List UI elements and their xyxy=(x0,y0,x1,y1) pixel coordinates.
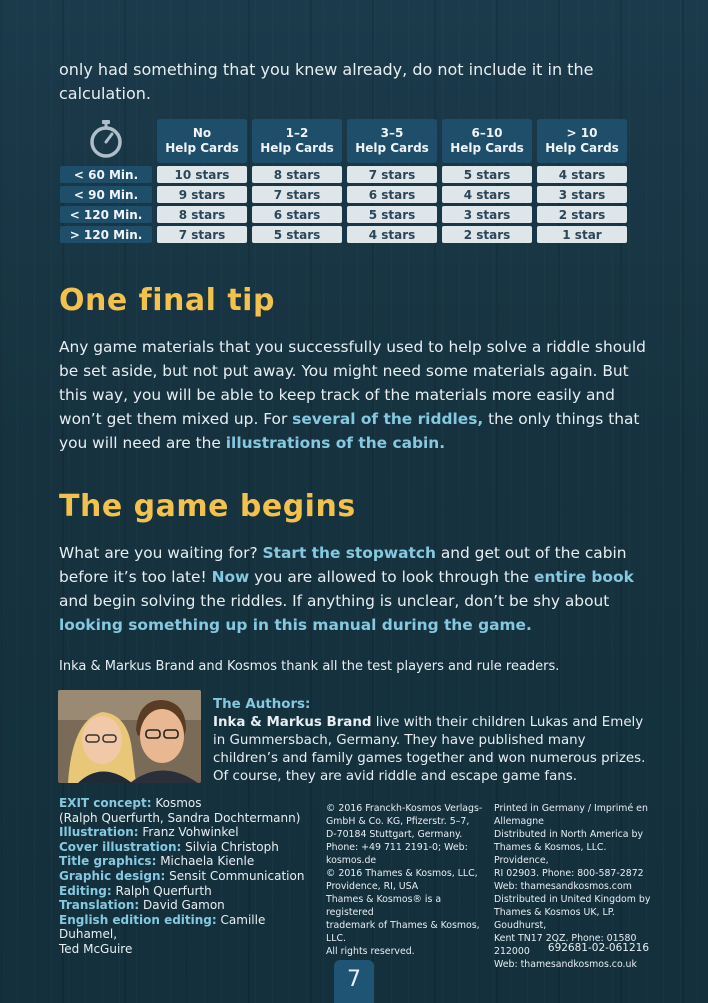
table-cell: 7 stars xyxy=(252,186,342,203)
authors-title: The Authors: xyxy=(213,697,311,712)
credit-line: Editing: Ralph Querfurth xyxy=(59,883,212,898)
table-cell: 5 stars xyxy=(347,206,437,223)
table-cell: 5 stars xyxy=(442,166,532,183)
table-cell: 3 stars xyxy=(537,186,627,203)
intro-text xyxy=(59,58,659,106)
table-cell: 7 stars xyxy=(347,166,437,183)
product-code: 692681-02-061216 xyxy=(547,942,649,954)
row-header: < 120 Min. xyxy=(60,206,152,223)
row-header: < 90 Min. xyxy=(60,186,152,203)
column-header: No Help Cards xyxy=(157,119,247,163)
highlight-text: illustrations of the cabin. xyxy=(225,434,446,452)
highlight-text: entire book xyxy=(534,568,634,586)
highlight-text: looking something up in this manual during the game. xyxy=(59,616,532,634)
highlight-text: Start the stopwatch xyxy=(262,544,436,562)
thanks-line: Inka & Markus Brand and Kosmos thank all the test players and rule readers. xyxy=(59,659,560,674)
stopwatch-icon xyxy=(87,119,125,159)
credit-line: (Ralph Querfurth, Sandra Dochtermann) xyxy=(59,810,301,825)
highlight-text: Now xyxy=(211,568,250,586)
table-cell: 2 stars xyxy=(537,206,627,223)
scoring-table xyxy=(55,116,632,246)
intro-line-1: only had something that you knew already, do not include it in the xyxy=(59,60,594,79)
table-cell: 4 stars xyxy=(442,186,532,203)
authors-names: Inka & Markus Brand xyxy=(213,715,372,730)
table-row xyxy=(60,186,627,203)
legal-column-2: Printed in Germany / Imprimé en Allemagne Distributed in North America by Thames & Kosmos, LLC. Providence, RI 02903. Phone: 800-587-2872 Web: thamesandkosmos.com Distributed in United Kingdom by Thames & Kosmos UK, LP. Goudhurst, Kent TN17 2QZ. Phone: 01580 212000 Web: thamesandkosmos.co.uk xyxy=(494,803,651,970)
table-row xyxy=(60,166,627,183)
table-cell: 5 stars xyxy=(252,226,342,243)
intro-line-2: calculation. xyxy=(59,84,151,103)
credit-line: Translation: David Gamon xyxy=(59,898,225,913)
table-cell: 8 stars xyxy=(157,206,247,223)
table-cell: 10 stars xyxy=(157,166,247,183)
table-cell: 1 star xyxy=(537,226,627,243)
legal-column-1: © 2016 Franckh-Kosmos Verlags- GmbH & Co. KG, Pfizerstr. 5–7, D-70184 Stuttgart, Germany. Phone: +49 711 2191-0; Web: kosmos.de © 2016 Thames & Kosmos, LLC, Providence, RI, USA Thames & Kosmos® is a registered trademark of Thames & Kosmos, LLC. All rights reserved. xyxy=(326,803,483,957)
authors-photo xyxy=(58,690,201,783)
table-row xyxy=(60,226,627,243)
table-cell: 4 stars xyxy=(537,166,627,183)
page-number: 7 xyxy=(334,960,374,1003)
table-cell: 8 stars xyxy=(252,166,342,183)
table-cell: 7 stars xyxy=(157,226,247,243)
column-header: 1–2 Help Cards xyxy=(252,119,342,163)
row-header: > 120 Min. xyxy=(60,226,152,243)
table-cell: 9 stars xyxy=(157,186,247,203)
game-begins-heading: The game begins xyxy=(59,489,356,524)
column-header: 6–10 Help Cards xyxy=(442,119,532,163)
stopwatch-header-cell xyxy=(60,119,152,163)
credit-line: Ted McGuire xyxy=(59,941,133,956)
credit-line: English edition editing: Camille Duhamel, xyxy=(59,912,266,942)
table-header-row xyxy=(60,119,627,163)
authors-bio-2: Of course, they are avid riddle and escape game fans. xyxy=(213,769,578,784)
final-tip-heading: One final tip xyxy=(59,283,275,318)
game-begins-paragraph: What are you waiting for? Start the stopwatch and get out of the cabin before it’s too late! Now you are allowed to look through the entire book and begin solving the riddles. If anything is unclear, don’t be shy about looking something up in this manual during the game. xyxy=(59,544,634,634)
highlight-text: several of the riddles, xyxy=(292,410,484,428)
credits-list xyxy=(59,796,309,957)
credit-line: Cover illustration: Silvia Christoph xyxy=(59,839,279,854)
row-header: < 60 Min. xyxy=(60,166,152,183)
table-cell: 3 stars xyxy=(442,206,532,223)
final-tip-paragraph: Any game materials that you successfully used to help solve a riddle should be set aside, but not put away. You might need some materials again. But this way, you will be able to keep track of the materials more easily and won’t get them mixed up. For several of the riddles, the only things that you will need are the illustrations of the cabin. xyxy=(59,338,646,452)
credit-line: Title graphics: Michaela Kienle xyxy=(59,854,255,869)
authors-section xyxy=(213,696,653,786)
table-cell: 6 stars xyxy=(252,206,342,223)
credit-line: EXIT concept: Kosmos xyxy=(59,796,202,810)
credit-line: Illustration: Franz Vohwinkel xyxy=(59,825,239,840)
authors-bio: Inka & Markus Brand live with their children Lukas and Emely in Gummersbach, Germany. They have published many children’s and family games together and won numerous prizes. xyxy=(213,715,646,766)
credit-line: Graphic design: Sensit Communication xyxy=(59,868,305,883)
table-cell: 4 stars xyxy=(347,226,437,243)
column-header: 3–5 Help Cards xyxy=(347,119,437,163)
column-header: > 10 Help Cards xyxy=(537,119,627,163)
table-cell: 2 stars xyxy=(442,226,532,243)
table-cell: 6 stars xyxy=(347,186,437,203)
table-row xyxy=(60,206,627,223)
